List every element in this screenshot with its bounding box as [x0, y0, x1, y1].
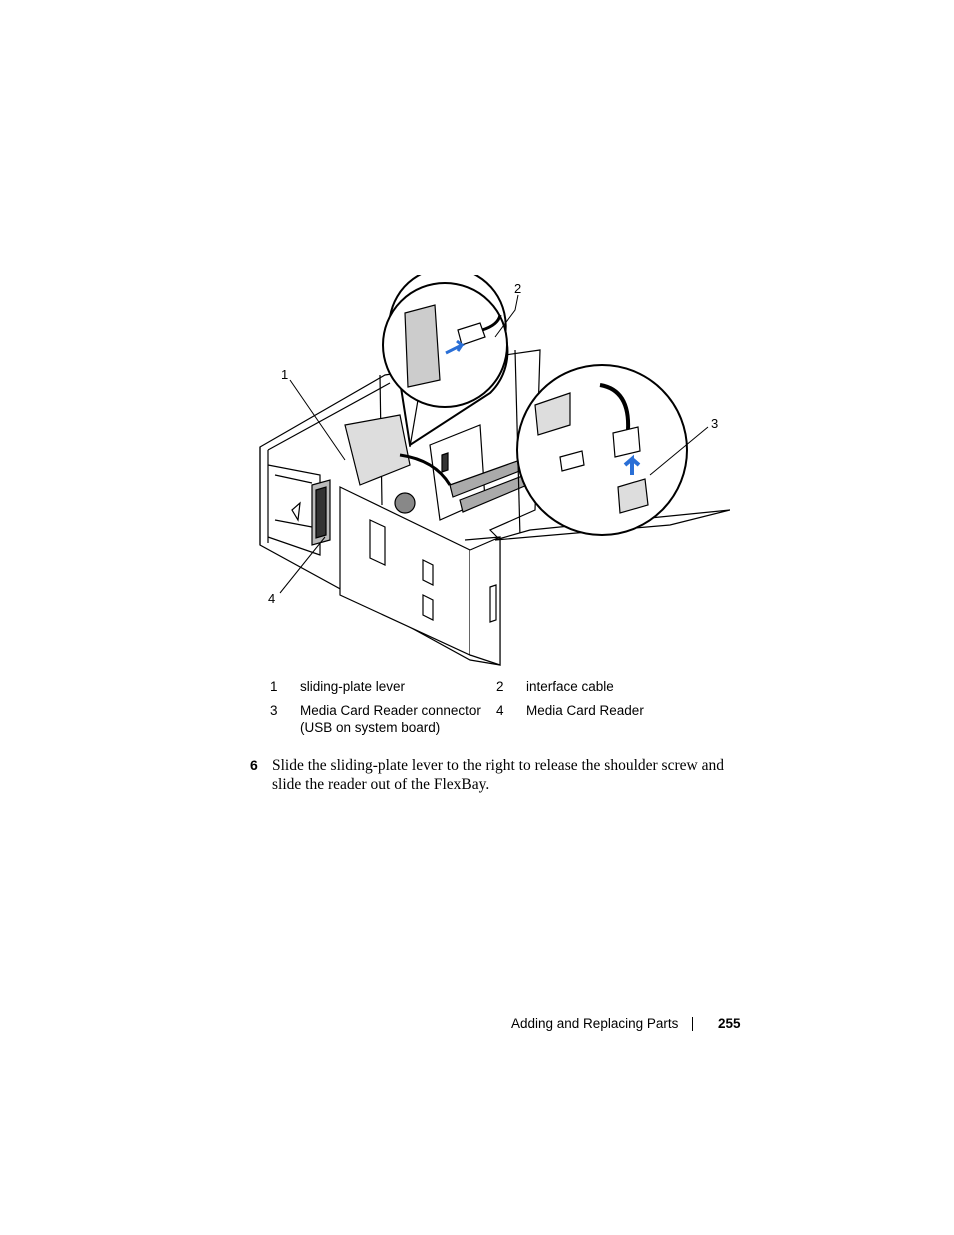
- step-text: Slide the sliding-plate lever to the right to release the shoulder screw and slide the reader out of the FlexBay.: [272, 757, 724, 793]
- figure-legend: [270, 679, 670, 743]
- legend-row: [270, 679, 670, 703]
- page-number: 255: [718, 1016, 741, 1031]
- footer-separator: [692, 1017, 693, 1031]
- legend-label: sliding-plate lever: [300, 679, 406, 694]
- callout-1: 1: [281, 367, 289, 382]
- legend-num: 2: [496, 679, 504, 694]
- legend-num: 4: [496, 703, 504, 718]
- callout-3: 3: [711, 416, 719, 431]
- legend-label-continued: (USB on system board): [300, 720, 441, 735]
- step-number: 6: [250, 757, 258, 773]
- callout-4: 4: [268, 591, 276, 606]
- legend-label: Media Card Reader connector: [300, 703, 481, 718]
- legend-label: interface cable: [526, 679, 614, 694]
- legend-row: [270, 703, 670, 743]
- footer-section-title: Adding and Replacing Parts: [511, 1016, 679, 1031]
- legend-label: Media Card Reader: [526, 703, 644, 718]
- legend-num: 1: [270, 679, 278, 694]
- callout-2: 2: [514, 281, 522, 296]
- computer-chassis-illustration: [250, 275, 730, 670]
- figure-media-card-reader-removal: [250, 275, 730, 670]
- legend-num: 3: [270, 703, 278, 718]
